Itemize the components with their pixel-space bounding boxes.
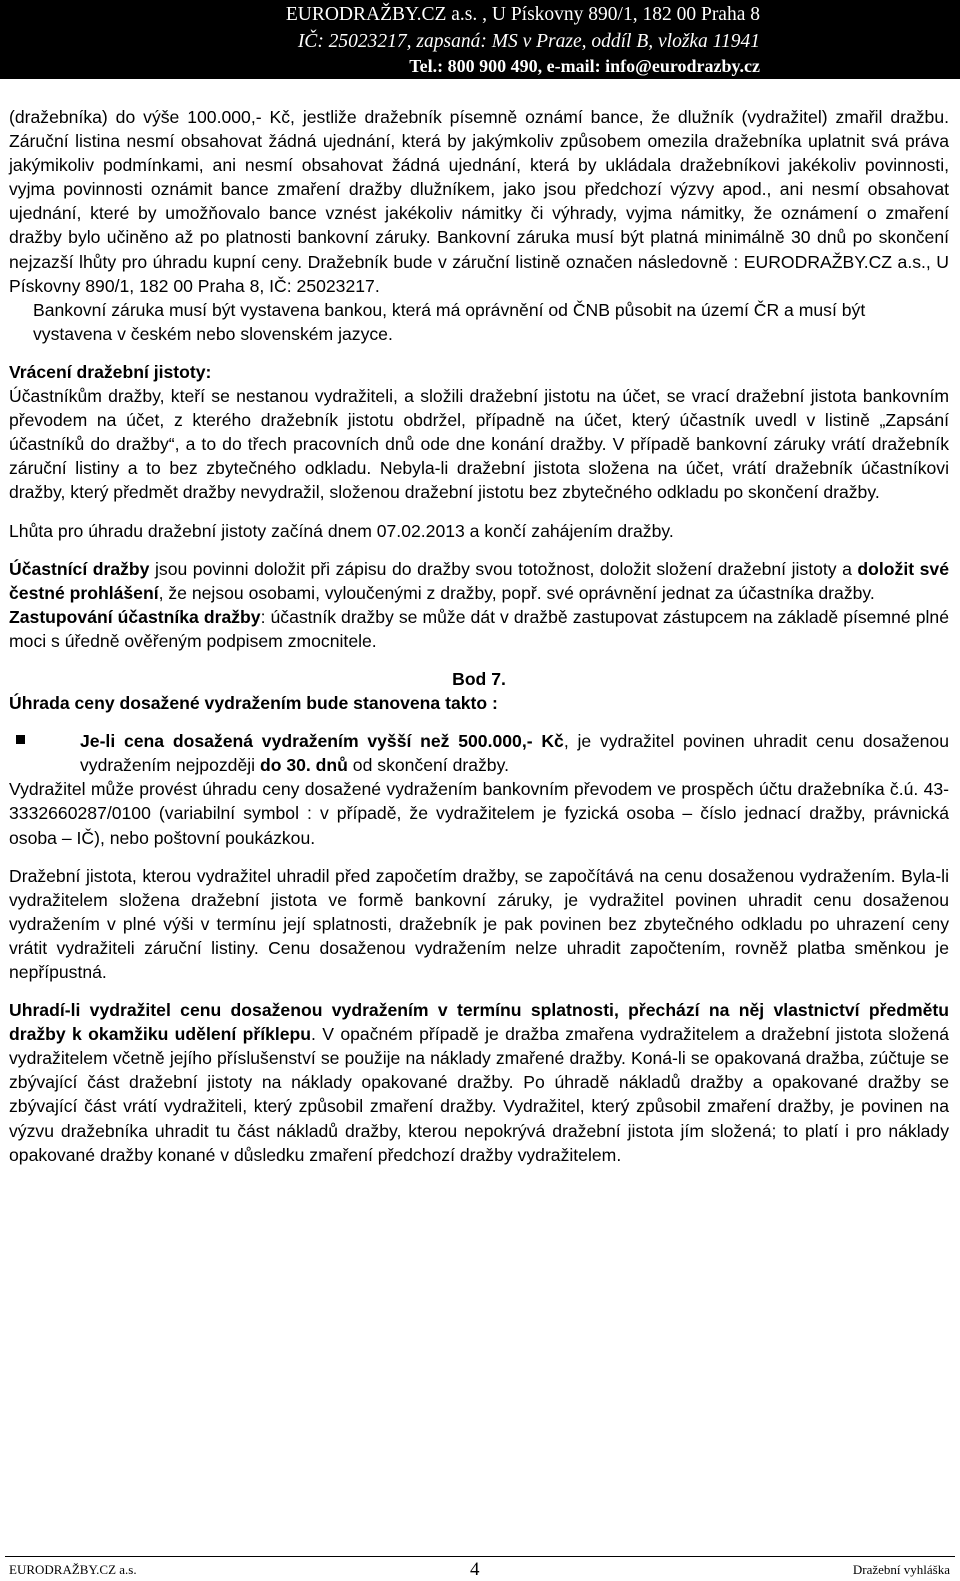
section-title-return-deposit: Vrácení dražební jistoty:	[9, 361, 212, 382]
footer-company: EURODRAŽBY.CZ a.s.	[9, 1562, 137, 1577]
deposit-deadline: Lhůta pro úhradu dražební jistoty začíná dnem 07.02.2013 a končí zahájením dražby.	[9, 520, 674, 541]
return-deposit-paragraph: Účastníkům dražby, kteří se nestanou vydražiteli, a složili dražební jistotu na účet, se vrací dražební jistota bankovním převodem na účet, z kterého dražebník jistotu obdržel, případně na účet, který účastník uvedl v listině „Zapsání účastníků do dražby“, a to do třech pracovních dnů ode dne konání dražby. V případě bankovní záruky vrátí dražebník záruční listiny a to bez zbytečného odkladu. Nebyla-li dražební jistota složena na účet, vrátí dražebník účastníkovi dražby, který předmět dražby nevydražil, složenou dražební jistotu bez zbytečného odkladu po skončení dražby.	[9, 386, 949, 503]
company-name: EURODRAŽBY.CZ a.s. , U Pískovny 890/1, 182 00 Praha 8	[285, 4, 760, 25]
representation-paragraph: Zastupování účastníka dražby: účastník dražby se může dát v dražbě zastupovat zástupcem na základě písemné plné moci s úředně ověřeným podpisem zmocnitele.	[9, 606, 949, 651]
ownership-transfer-paragraph: Uhradí-li vydražitel cenu dosaženou vydražením v termínu splatnosti, přechází na něj vlastnictví předmětu dražby k okamžiku udělení příklepu. V opačném případě je dražba zmařena vydražitelem a dražební jistota složená vydražitelem včetně jejího příslušenství se použije na náklady zmařené dražby. Koná-li se opakovaná dražba, zúčtuje se zbývající část dražební jistoty na náklady opakované dražby. Po úhradě nákladů dražby a opakované dražby se zbývající část vrátí vydražiteli, který způsobil zmaření dražby. Vydražitel, který způsobil zmaření dražby, je povinen na výzvu dražebníka uhradit tu část nákladů dražby, kterou nepokrývá dražební jistota jím složená; to platí i pro náklady opakované dražby konané v důsledku zmaření předchozí dražby vydražitelem.	[9, 1000, 949, 1165]
deposit-offset-paragraph: Dražební jistota, kterou vydražitel uhradil před započetím dražby, se započítává na cenu dosaženou vydražením. Byla-li vydražitelem složena dražební jistota ve formě bankovní záruky, je vydražitel povinen uhradit cenu dosaženou vydražením v plné výši v termínu její splatnosti, dražebník je pak povinen bez zbytečného odkladu po uhrazení ceny vrátit vydražiteli záruční listiny. Cenu dosaženou vydražením nelze uhradit započtením, rovněž platba směnkou je nepřípustná.	[9, 865, 949, 982]
bullet-square-icon	[16, 735, 25, 744]
letterhead	[0, 0, 960, 79]
document-body	[9, 105, 949, 1167]
footer-divider	[5, 1556, 955, 1557]
section-number: Bod 7.	[452, 668, 506, 689]
guarantee-paragraph: (dražebníka) do výše 100.000,- Kč, jestliže dražebník písemně oznámí bance, že dlužník (vydražitel) zmařil dražbu. Záruční listina nesmí obsahovat žádná ujednání, která by jakýmkoliv způsobem omezila dražebníka uplatnit svá práva jakýmikoliv podmínkami, ani nesmí obsahovat žádná ujednání, která by ukládala dražebníkovi jakékoliv povinnosti, vyjma povinnosti oznámit bance zmaření dražby dlužníkem, jako jsou předchozí výzvy apod., ani nesmí obsahovat ujednání, které by umožňovalo bance vznést jakékoliv námitky či výhrady, vyjma námitky, že oznámení o zmaření dražby bylo učiněno až po platnosti bankovní záruky. Bankovní záruka musí být platná minimálně 30 dnů po skončení nejzazší lhůty pro úhradu kupní ceny. Dražebník bude v záruční listině označen následovně : EURODRAŽBY.CZ a.s., U Pískovny 890/1, 182 00 Praha 8, IČ: 25023217.	[9, 107, 949, 296]
footer-document-title: Dražební vyhláška	[852, 1562, 950, 1577]
page-footer	[0, 1556, 960, 1581]
company-registration: IČ: 25023217, zapsaná: MS v Praze, oddíl B, vložka 11941	[297, 31, 760, 52]
page-number: 4	[470, 1559, 480, 1580]
company-contact: Tel.: 800 900 490, e-mail: info@eurodrazby.cz	[409, 56, 760, 76]
participants-paragraph: Účastnící dražby jsou povinni doložit při zápisu do dražby svou totožnost, doložit složení dražební jistoty a doložit své čestné prohlášení, že nejsou osobami, vyloučenými z dražby, popř. své oprávnění jednat za účastníka dražby.	[9, 558, 949, 603]
section-title-payment: Úhrada ceny dosažené vydražením bude stanovena takto :	[9, 693, 498, 714]
payment-method-paragraph: Vydražitel může provést úhradu ceny dosažené vydražením bankovním převodem ve prospěch účtu dražebníka č.ú. 43-3332660287/0100 (variabilní symbol : v případě, že vydražitelem je fyzická osoba – číslo jednací dražby, právnická osoba – IČ), nebo poštovní poukázkou.	[9, 779, 949, 848]
payment-bullet: Je-li cena dosažená vydražením vyšší než 500.000,- Kč, je vydražitel povinen uhradit cenu dosaženou vydražením nejpozději do 30. dnů od skončení dražby.	[9, 729, 949, 777]
guarantee-bank-paragraph: Bankovní záruka musí být vystavena bankou, která má oprávnění od ČNB působit na území ČR a musí být vystavena v českém nebo slovenském jazyce.	[33, 299, 866, 344]
